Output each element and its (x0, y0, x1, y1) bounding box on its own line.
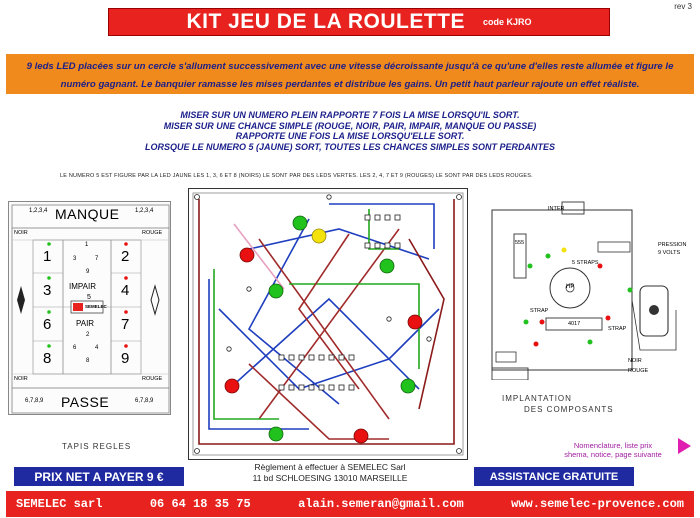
manque-label: MANQUE (55, 206, 120, 222)
rouge-label-bottom: ROUGE (142, 376, 163, 382)
noir-wire-label: NOIR (628, 358, 642, 364)
led-green-icon (269, 427, 283, 441)
title-banner (108, 8, 610, 36)
strap-label: STRAP (608, 326, 627, 332)
hp-label: HP (566, 284, 575, 290)
center-number: 1 (85, 242, 89, 248)
led-yellow-icon (312, 229, 326, 243)
noir-label-bottom: NOIR (14, 376, 28, 382)
price-banner: PRIX NET A PAYER 9 € (14, 467, 184, 486)
led-red-icon (225, 379, 239, 393)
tapis-number: 9 (121, 350, 130, 367)
led-note: LE NUMERO 5 EST FIGURE PAR LA LED JAUNE LES 1, 3, 6 ET 8 (NOIRS) LE SONT PAR DES LEDS VERTES. LES 2, 4, 7 ET 9 (ROUGES) LE SONT PAR DES LEDS ROUGES. (60, 173, 533, 179)
nomenclature-line: shema, notice, page suivante (564, 450, 662, 459)
nomenclature-line: Nomenclature, liste prix (573, 441, 653, 450)
revision-label: rev 3 (674, 2, 692, 11)
website-link[interactable]: www.semelec-provence.com (511, 497, 684, 511)
ic-label: 4017 (568, 321, 581, 327)
passe-label: PASSE (61, 394, 110, 410)
led-green-icon (293, 216, 307, 230)
reglement-block (200, 462, 460, 484)
strap-label: STRAP (530, 308, 549, 314)
volts-label: 9 VOLTS (658, 250, 681, 256)
page-title: KIT JEU DE LA ROULETTE (186, 10, 466, 33)
tapis-number: 4 (121, 282, 130, 299)
tapis-board (8, 201, 171, 415)
tapis-number: 7 (121, 316, 130, 333)
company-name: SEMELEC sarl (16, 497, 103, 511)
pcb-layout (188, 188, 468, 460)
inter-label: INTER (548, 206, 565, 212)
reglement-line: 11 bd SCHLOESING 13010 MARSEILLE (252, 473, 408, 483)
product-code: code KJRO (483, 17, 532, 27)
center-number: 8 (86, 358, 90, 364)
rouge-label: ROUGE (142, 230, 163, 236)
manque-numbers-right: 1,2,3,4 (135, 208, 154, 214)
passe-numbers: 6,7,8,9 (25, 398, 44, 404)
led-green-icon (401, 379, 415, 393)
implantation-diagram (490, 200, 690, 440)
tapis-number: 2 (121, 248, 130, 265)
tapis-number: 8 (43, 350, 52, 367)
brand-logo-icon (73, 303, 83, 311)
center-number: 3 (73, 256, 77, 262)
center-number: 6 (73, 345, 77, 351)
description-text: 9 leds LED placées sur un cercle s'allument successivement avec une vitesse décroissante jusqu'à ce qu'une d'elles reste allumée et figure le numéro gagnant. Le banquier ramasse les mises perdantes et distribue les gains. Un petit haut parleur rajoute un effet réaliste. (26, 61, 674, 90)
phone-number: 06 64 18 35 75 (149, 497, 251, 511)
led-green-icon (380, 259, 394, 273)
nomenclature-link[interactable] (548, 441, 678, 459)
led-red-icon (240, 248, 254, 262)
tapis-number: 3 (43, 282, 52, 299)
tapis-number: 1 (43, 248, 52, 265)
ic-label: 555 (515, 240, 525, 246)
manque-numbers: 1,2,3,4 (29, 208, 48, 214)
led-green-icon (269, 284, 283, 298)
pcb-drawing (189, 189, 467, 459)
pair-label: PAIR (76, 319, 95, 328)
noir-label: NOIR (14, 230, 28, 236)
assistance-banner: ASSISTANCE GRATUITE (474, 467, 634, 486)
rule-line: LORSQUE LE NUMERO 5 (JAUNE) SORT, TOUTES LES CHANCES SIMPLES SONT PERDANTES (144, 141, 556, 152)
implantation-caption-2: DES COMPOSANTS (524, 405, 614, 414)
pression-label: PRESSION (658, 242, 687, 248)
brand-label: SEMELEC (85, 304, 107, 309)
rule-line: MISER SUR UN NUMERO PLEIN RAPPORTE 7 FOIS LA MISE LORSQU'IL SORT. (180, 110, 520, 120)
rouge-wire-label: ROUGE (628, 368, 649, 374)
led-red-icon (408, 315, 422, 329)
tapis-number: 6 (43, 316, 52, 333)
implantation-caption-1: IMPLANTATION (502, 394, 572, 403)
next-page-arrow-icon[interactable] (676, 437, 692, 455)
passe-numbers-right: 6,7,8,9 (135, 398, 154, 404)
implantation-drawing (490, 200, 690, 380)
reglement-line: Règlement à effectuer à SEMELEC Sarl (254, 462, 406, 472)
switch-icon (562, 202, 584, 214)
impair-label: IMPAIR (69, 282, 96, 291)
footer-bar (6, 491, 694, 517)
led-red-icon (354, 429, 368, 443)
rules-block (60, 110, 640, 152)
description-banner (6, 54, 694, 94)
rule-line: MISER SUR UNE CHANCE SIMPLE (ROUGE, NOIR, PAIR, IMPAIR, MANQUE OU PASSE) (163, 120, 537, 131)
tapis-caption: TAPIS REGLES (62, 442, 132, 451)
rule-line: RAPPORTE UNE FOIS LA MISE LORSQU'ELLE SORT. (235, 131, 465, 142)
center-number: 4 (95, 345, 99, 351)
email-link[interactable]: alain.semeran@gmail.com (298, 497, 464, 511)
five-label: 5 (87, 294, 91, 301)
straps-label: 5 STRAPS (572, 260, 599, 266)
center-number: 9 (86, 269, 90, 275)
center-number: 7 (95, 256, 99, 262)
center-number: 2 (86, 332, 90, 338)
